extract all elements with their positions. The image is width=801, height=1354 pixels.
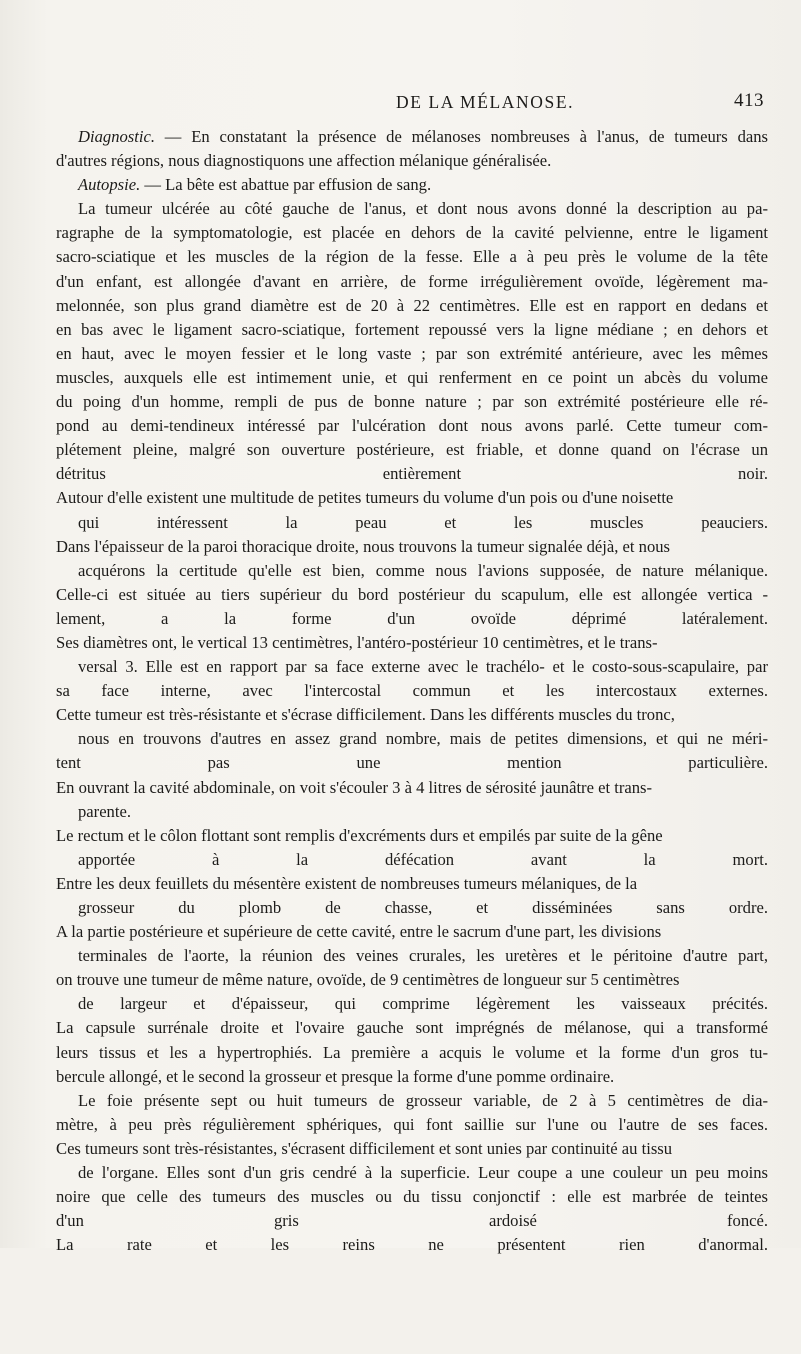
text-line: détritus entièrement noir. [56,464,768,484]
text-line: Le foie présente sept ou huit tumeurs de grosseur variable, de 2 à 5 centimètres de dia- [78,1090,768,1110]
text-line: pond au demi-tendineux intéressé par l'ulcération dont nous avons parlé. Cette tumeur com- [56,416,768,436]
text-line [56,1330,768,1354]
text-line: ragraphe de la symptomatologie, est placée en dehors de la cavité pelvienne, entre le ligament [56,223,768,243]
text-line: parente. [78,801,131,821]
text-line: nous en trouvons d'autres en assez grand nombre, mais de petites dimensions, et qui ne méri- [78,729,768,749]
text-line [56,1257,768,1281]
page-number: 413 [734,90,764,111]
text-line: Le rectum et le côlon flottant sont remplis d'excréments durs et empilés par suite de la gêne [56,825,663,845]
text-line: En ouvrant la cavité abdominale, on voit s'écouler 3 à 4 litres de sérosité jaunâtre et trans- [56,777,653,797]
text-line: muscles, auxquels elle est intimement unie, et qui renferment en ce point un abcès du volume [56,367,768,387]
text-line: en haut, avec le moyen fessier et le long vaste ; par son extrémité antérieure, avec les mêmes [56,343,768,363]
text-line: bercule allongé, et le second la grosseur et presque la forme d'une pomme ordinaire. [56,1066,615,1086]
text-line: en bas avec le ligament sacro-sciatique, fortement repoussé vers la ligne médiane ; en dehors et [56,319,768,339]
text-line: La tumeur ulcérée au côté gauche de l'anus, et dont nous avons donné la description au pa- [78,199,768,219]
text-line: La capsule surrénale droite et l'ovaire gauche sont imprégnés de mélanose, qui a transformé [56,1018,768,1038]
text-line: La rate et les reins ne présentent rien d'anormal. [56,1235,768,1255]
text-line [56,1282,768,1306]
text-line: Entre les deux feuillets du mésentère existent de nombreuses tumeurs mélaniques, de la [56,873,638,893]
text-line: Dans l'épaisseur de la paroi thoracique droite, nous trouvons la tumeur signalée déjà, et nous [56,536,671,556]
text-line: grosseur du plomb de chasse, et disséminées sans ordre. [78,898,768,917]
text-line: du poing d'un homme, rempli de pus de bonne nature ; par son extrémité postérieure elle ré- [56,392,768,412]
text-line: Cette tumeur est très-résistante et s'écrase difficilement. Dans les différents muscles du tronc, [56,705,675,725]
text-line: versal 3. Elle est en rapport par sa face externe avec le trachélo- et le costo-sous-scapulaire, par [78,657,768,677]
text-line: Ses diamètres ont, le vertical 13 centimètres, l'antéro-postérieur 10 centimètres, et le trans- [56,632,658,652]
text-line: melonnée, son plus grand diamètre est de 20 à 22 centimètres. Elle est en rapport en dedans et [56,295,768,315]
section-heading-autopsie: Autopsie. [78,175,141,195]
text-line: Diagnostic. — En constatant la présence de mélanoses nombreuses à l'anus, de tumeurs dans [78,127,768,146]
text-line: d'autres régions, nous diagnostiquons une affection mélanique généralisée. [56,151,552,171]
running-title: DE LA MÉLANOSE. [396,92,575,112]
text-line: sa face interne, avec l'intercostal commun et les intercostaux externes. [56,681,768,701]
text-line: A la partie postérieure et supérieure de cette cavité, entre le sacrum d'une part, les divisions [56,922,662,942]
text-line: on trouve une tumeur de même nature, ovoïde, de 9 centimètres de longueur sur 5 centimètres [56,970,680,990]
text-line: qui intéressent la peau et les muscles peauciers. [78,512,768,532]
text-line: sacro-sciatique et les muscles de la région de la fesse. Elle a à peu près le volume de la tête [56,247,768,267]
text-line: leurs tissus et les a hypertrophiés. La première a acquis le volume et la forme d'un gros tu- [56,1042,768,1062]
text-line: Autour d'elle existent une multitude de petites tumeurs du volume d'un pois ou d'une noisette [56,488,674,508]
text-line: Autopsie. — La bête est abattue par effusion de sang. [78,175,432,195]
body-text [56,125,768,1354]
text-line: d'un enfant, est allongée d'avant en arrière, de forme irrégulièrement ovoïde, légèrement ma- [56,271,768,291]
text-line: tent pas une mention particulière. [56,753,768,773]
text-line: Celle-ci est située au tiers supérieur du bord postérieur du scapulum, elle est allongée vertica - [56,584,768,604]
text-line: apportée à la défécation avant la mort. [78,849,768,869]
text-line: plétement pleine, malgré son ouverture postérieure, est friable, et donne quand on l'écrase un [56,440,768,460]
text-line: d'un gris ardoisé foncé. [56,1211,768,1231]
text-line: noire que celle des tumeurs des muscles ou du tissu conjonctif : elle est marbrée de teintes [56,1187,768,1207]
text-line: de l'organe. Elles sont d'un gris cendré à la superficie. Leur coupe a une couleur un peu moins [78,1163,768,1183]
text-line: Ces tumeurs sont très-résistantes, s'écrasent difficilement et sont unies par continuité au tissu [56,1138,673,1158]
text-line [56,1306,768,1330]
text-line: terminales de l'aorte, la réunion des veines crurales, les uretères et le péritoine d'autre part, [78,946,768,966]
text-line: lement, a la forme d'un ovoïde déprimé latéralement. [56,608,768,628]
text-line: mètre, à peu près régulièrement sphériques, qui font saillie sur l'une ou l'autre de ses faces. [56,1114,768,1134]
page-header [0,92,801,118]
text-line: acquérons la certitude qu'elle est bien, comme nous l'avions supposée, de nature mélanique. [78,560,768,580]
text-line: de largeur et d'épaisseur, qui comprime légèrement les vaisseaux précités. [78,994,768,1014]
section-heading-diagnostic: Diagnostic. [78,127,155,146]
